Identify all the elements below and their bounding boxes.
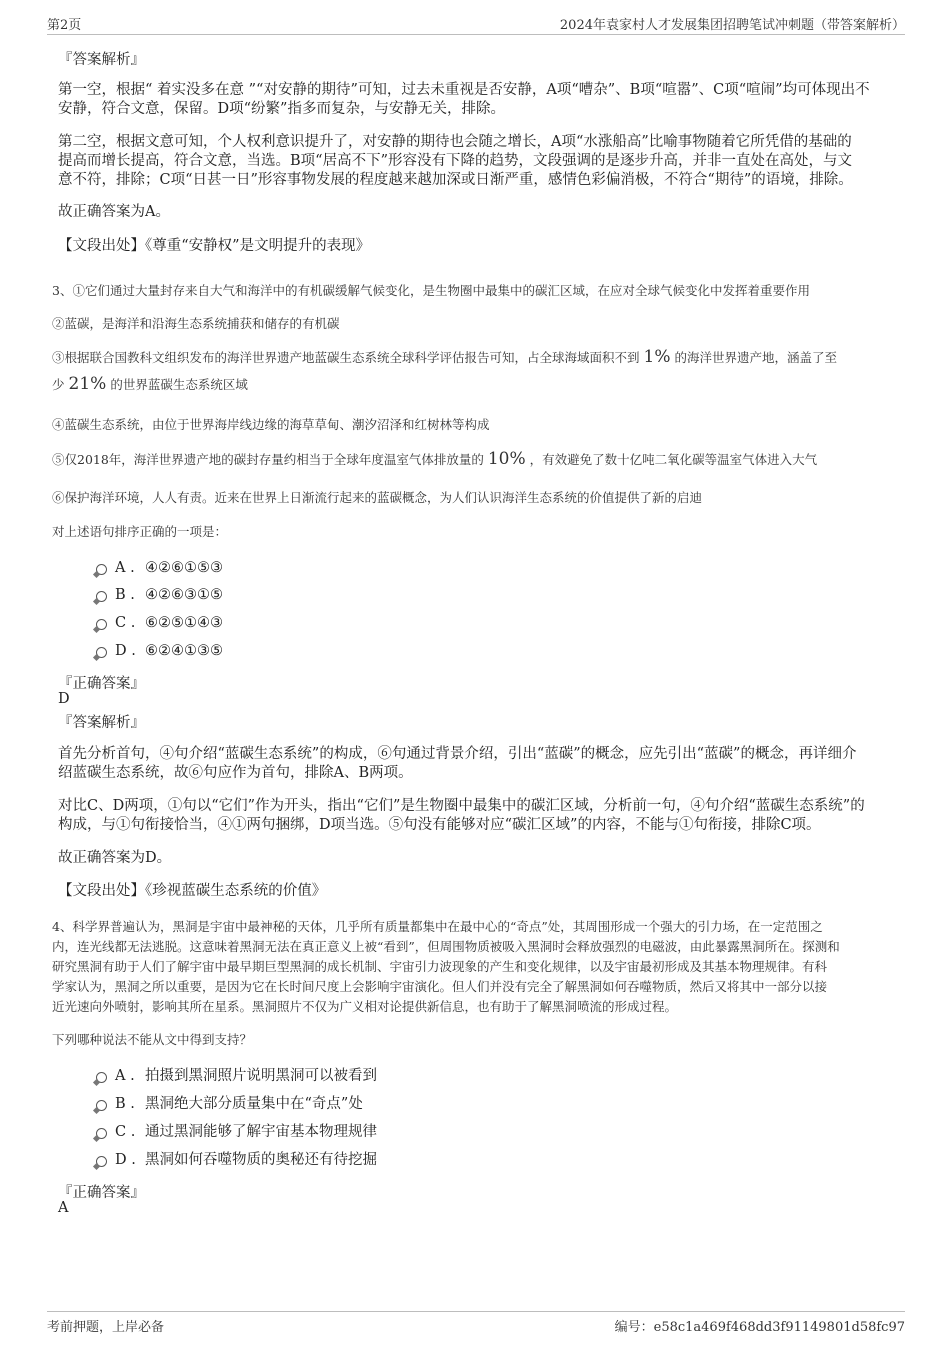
q4-passage-line2: 内，连光线都无法逃脱。这意味着黑洞无法在真正意义上被“看到”，但周围物质被吸入黑洞时会释放强烈的电磁波，由此暴露黑洞所在。探测和 xyxy=(52,939,840,954)
q3-s3-text-b: 的海洋世界遗产地，涵盖了至 xyxy=(674,350,838,365)
q3-analysis-2-line2: 构成，与①句衔接恰当，④①两句捆绑，D项当选。⑤句没有能够对应“碳汇区域”的内容，不能与①句衔接，排除C项。 xyxy=(58,817,821,833)
option-letter: A . xyxy=(115,1068,135,1084)
q3-analysis-label: 『答案解析』 xyxy=(58,715,145,731)
q3-prompt: 对上述语句排序正确的一项是： xyxy=(52,524,228,539)
analysis-label: 『答案解析』 xyxy=(58,52,145,68)
page-header xyxy=(47,12,905,35)
q4-prompt: 下列哪种说法不能从文中得到支持？ xyxy=(52,1032,253,1047)
document-title: 2024年袁家村人才发展集团招聘笔试冲刺题（带答案解析） xyxy=(559,18,905,33)
q4-option-b[interactable] xyxy=(96,1095,363,1113)
option-text: ④②⑥③①⑤ xyxy=(145,587,223,603)
analysis-para2-line1: 第二空，根据文意可知，个人权利意识提升了，对安静的期待也会随之增长，A项“水涨船高”比喻事物随着它所凭借的基础的 xyxy=(58,134,852,150)
q4-passage-line3: 研究黑洞有助于人们了解宇宙中最早期巨型黑洞的成长机制、宇宙引力波现象的产生和变化规律，以及宇宙最初形成及其基本物理规律。有科 xyxy=(52,959,828,974)
source-citation: 【文段出处】《尊重“安静权”是文明提升的表现》 xyxy=(58,238,371,254)
q3-sentence-5 xyxy=(52,449,817,470)
q3-source: 【文段出处】《珍视蓝碳生态系统的价值》 xyxy=(58,883,327,899)
q3-s5-text-b: ，有效避免了数十亿吨二氧化碳等温室气体进入大气 xyxy=(529,452,818,467)
q3-answer: D xyxy=(58,691,70,707)
q4-passage-line4: 学家认为，黑洞之所以重要，是因为它在长时间尺度上会影响宇宙演化。但人们并没有完全了解黑洞如何吞噬物质，然后又将其中一部分以接 xyxy=(52,979,828,994)
q3-option-b[interactable] xyxy=(96,586,223,604)
q4-passage-line1: 4、科学界普遍认为，黑洞是宇宙中最神秘的天体，几乎所有质量都集中在最中心的“奇点”处，其周围形成一个强大的引力场，在一定范围之 xyxy=(52,919,823,934)
page-footer xyxy=(47,1311,905,1336)
radio-icon[interactable] xyxy=(96,619,107,630)
q4-passage-line5: 近光速向外喷射，影响其所在星系。黑洞照片不仅为广义相对论提供新信息，也有助于了解黑洞喷流的形成过程。 xyxy=(52,999,678,1014)
q3-option-a[interactable] xyxy=(96,559,223,577)
radio-icon[interactable] xyxy=(96,1072,107,1083)
footer-slogan: 考前押题，上岸必备 xyxy=(47,1320,165,1335)
analysis-para2-line3: 意不符，排除；C项“日甚一日”形容事物发展的程度越来越加深或日渐严重，感情色彩偏消极，不符合“期待”的语境，排除。 xyxy=(58,172,853,188)
option-letter: B . xyxy=(115,587,135,603)
radio-icon[interactable] xyxy=(96,1128,107,1139)
option-letter: B . xyxy=(115,1096,135,1112)
q3-option-d[interactable] xyxy=(96,642,223,660)
q4-option-a[interactable] xyxy=(96,1067,377,1085)
option-text: 黑洞绝大部分质量集中在“奇点”处 xyxy=(145,1096,363,1112)
q3-s3-percent-2: 21% xyxy=(68,374,107,394)
q3-s3-text-c: 少 xyxy=(52,377,65,392)
q3-sentence-4: ④蓝碳生态系统，由位于世界海岸线边缘的海草草甸、潮汐沼泽和红树林等构成 xyxy=(52,417,490,432)
option-letter: D . xyxy=(115,1152,136,1168)
radio-icon[interactable] xyxy=(96,564,107,575)
option-text: 黑洞如何吞噬物质的奥秘还有待挖掘 xyxy=(145,1152,377,1168)
q3-analysis-1-line1: 首先分析首句，④句介绍“蓝碳生态系统”的构成，⑥句通过背景介绍，引出“蓝碳”的概念，应先引出“蓝碳”的概念，再详细介 xyxy=(58,746,857,762)
q3-s3-percent-1: 1% xyxy=(643,347,671,367)
q3-option-c[interactable] xyxy=(96,614,223,632)
q3-conclusion: 故正确答案为D。 xyxy=(58,850,172,866)
q3-answer-label: 『正确答案』 xyxy=(58,676,145,692)
option-text: 拍摄到黑洞照片说明黑洞可以被看到 xyxy=(145,1068,377,1084)
q3-sentence-6: ⑥保护海洋环境，人人有责。近来在世界上日渐流行起来的蓝碳概念，为人们认识海洋生态系统的价值提供了新的启迪 xyxy=(52,490,703,505)
q3-analysis-2-line1: 对比C、D两项，①句以“它们”作为开头，指出“它们”是生物圈中最集中的碳汇区域，分析前一句，④句介绍“蓝碳生态系统”的 xyxy=(58,798,865,814)
radio-icon[interactable] xyxy=(96,1156,107,1167)
radio-icon[interactable] xyxy=(96,1100,107,1111)
q4-option-d[interactable] xyxy=(96,1151,377,1169)
option-text: ⑥②⑤①④③ xyxy=(145,615,223,631)
option-text: ⑥②④①③⑤ xyxy=(145,643,223,659)
radio-icon[interactable] xyxy=(96,647,107,658)
q4-answer: A xyxy=(58,1200,69,1216)
q3-analysis-1-line2: 绍蓝碳生态系统，故⑥句应作为首句，排除A、B两项。 xyxy=(58,765,413,781)
q4-option-c[interactable] xyxy=(96,1123,377,1141)
q3-s3-text-d: 的世界蓝碳生态系统区域 xyxy=(110,377,248,392)
q3-sentence-3-cont xyxy=(52,374,248,395)
q3-sentence-3 xyxy=(52,347,837,368)
q3-sentence-2: ②蓝碳，是海洋和沿海生态系统捕获和储存的有机碳 xyxy=(52,316,340,331)
page-number: 第2页 xyxy=(47,18,82,33)
option-text: 通过黑洞能够了解宇宙基本物理规律 xyxy=(145,1124,377,1140)
option-text: ④②⑥①⑤③ xyxy=(145,560,223,576)
radio-icon[interactable] xyxy=(96,591,107,602)
option-letter: A . xyxy=(115,560,135,576)
q3-s3-text-a: ③根据联合国教科文组织发布的海洋世界遗产地蓝碳生态系统全球科学评估报告可知，占全球海域面积不到 xyxy=(52,350,640,365)
q3-sentence-1: 3、①它们通过大量封存来自大气和海洋中的有机碳缓解气候变化，是生物圈中最集中的碳汇区域，在应对全球气候变化中发挥着重要作用 xyxy=(52,283,810,298)
q4-answer-label: 『正确答案』 xyxy=(58,1185,145,1201)
analysis-para2-line2: 提高而增长提高，符合文意，当选。B项“居高不下”形容没有下降的趋势，文段强调的是逐步升高，并非一直处在高处，与文 xyxy=(58,153,852,169)
q3-s5-text-a: ⑤仅2018年，海洋世界遗产地的碳封存量约相当于全球年度温室气体排放量的 xyxy=(52,452,484,467)
analysis-conclusion: 故正确答案为A。 xyxy=(58,204,170,220)
q3-s5-percent: 10% xyxy=(487,449,526,469)
option-letter: C . xyxy=(115,615,136,631)
analysis-para1-line2: 安静，符合文意，保留。D项“纷繁”指多而复杂，与安静无关，排除。 xyxy=(58,101,505,117)
option-letter: D . xyxy=(115,643,136,659)
footer-serial: 编号：e58c1a469f468dd3f91149801d58fc97 xyxy=(614,1320,905,1335)
option-letter: C . xyxy=(115,1124,136,1140)
analysis-para1-line1: 第一空，根据“ 着实没多在意 ”“对安静的期待”可知，过去未重视是否安静，A项“嘈杂”、B项“喧嚣”、C项“喧闹”均可体现出不 xyxy=(58,82,870,98)
